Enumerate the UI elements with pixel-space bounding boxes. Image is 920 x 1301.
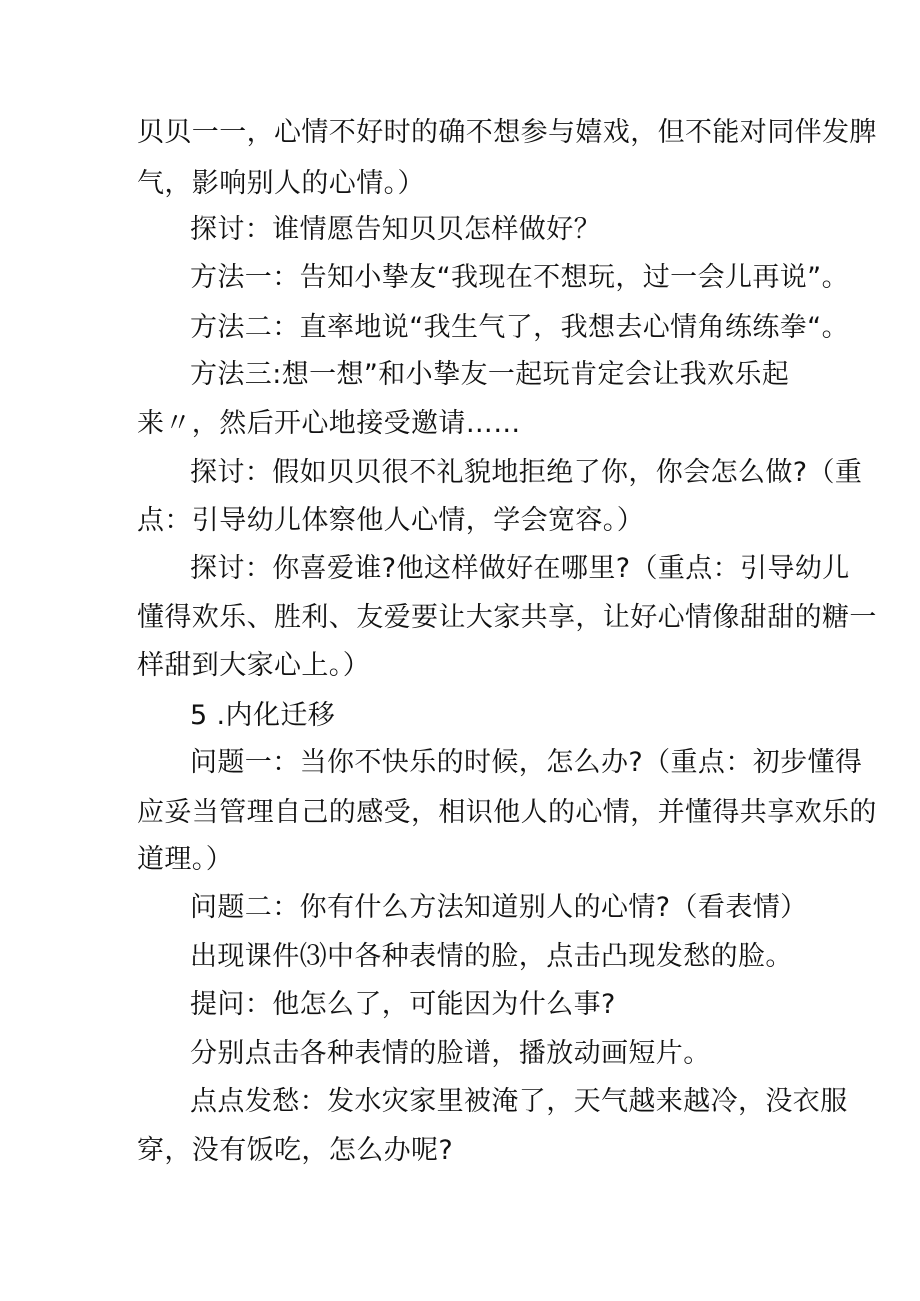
text-line: 样甜到大家心上。） xyxy=(137,650,371,681)
text-line: 探讨：你喜爱谁?他这样做好在哪里?（重点：引导幼儿 xyxy=(190,553,850,584)
text-line: 提问：他怎么了，可能因为什么事? xyxy=(190,989,616,1020)
text-line: 问题一：当你不快乐的时候，怎么办?（重点：初步懂得 xyxy=(190,747,863,778)
text-line: 探讨：谁情愿告知贝贝怎样做好？ xyxy=(190,214,601,245)
section-heading: 5 .内化迁移 xyxy=(190,700,336,731)
text-line: 懂得欢乐、胜利、友爱要让大家共享，让好心情像甜甜的糖一 xyxy=(137,602,877,633)
text-line: 方法一：告知小挚友“我现在不想玩，过一会儿再说”。 xyxy=(190,262,849,293)
text-line: 分别点击各种表情的脸谱，播放动画短片。 xyxy=(190,1038,711,1069)
text-line: 探讨：假如贝贝很不礼貌地拒绝了你，你会怎么做?（重 xyxy=(190,457,863,488)
text-line: 点：引导幼儿体察他人心情，学会宽容。） xyxy=(137,505,645,536)
text-line: 道理。） xyxy=(137,844,234,875)
text-line: 来〃，然后开心地接受邀请…… xyxy=(137,408,521,439)
text-line: 问题二：你有什么方法知道别人的心情?（看表情） xyxy=(190,892,808,923)
text-line: 穿，没有饭吃，怎么办呢? xyxy=(137,1135,454,1166)
text-line: 气，影响别人的心情。） xyxy=(137,168,425,199)
text-line: 方法三:想一想”和小挚友一起玩肯定会让我欢乐起 xyxy=(190,359,790,390)
text-line: 应妥当管理自己的感受，相识他人的心情，并懂得共享欢乐的 xyxy=(137,797,877,828)
text-line: 方法二：直率地说“我生气了，我想去心情角练练拳“。 xyxy=(190,312,849,343)
text-line: 贝贝一一，心情不好时的确不想参与嬉戏，但不能对同伴发脾 xyxy=(137,117,877,148)
text-line: 出现课件⑶中各种表情的脸，点击凸现发愁的脸。 xyxy=(190,941,793,972)
text-line: 点点发愁：发水灾家里被淹了，天气越来越冷，没衣服 xyxy=(190,1086,848,1117)
